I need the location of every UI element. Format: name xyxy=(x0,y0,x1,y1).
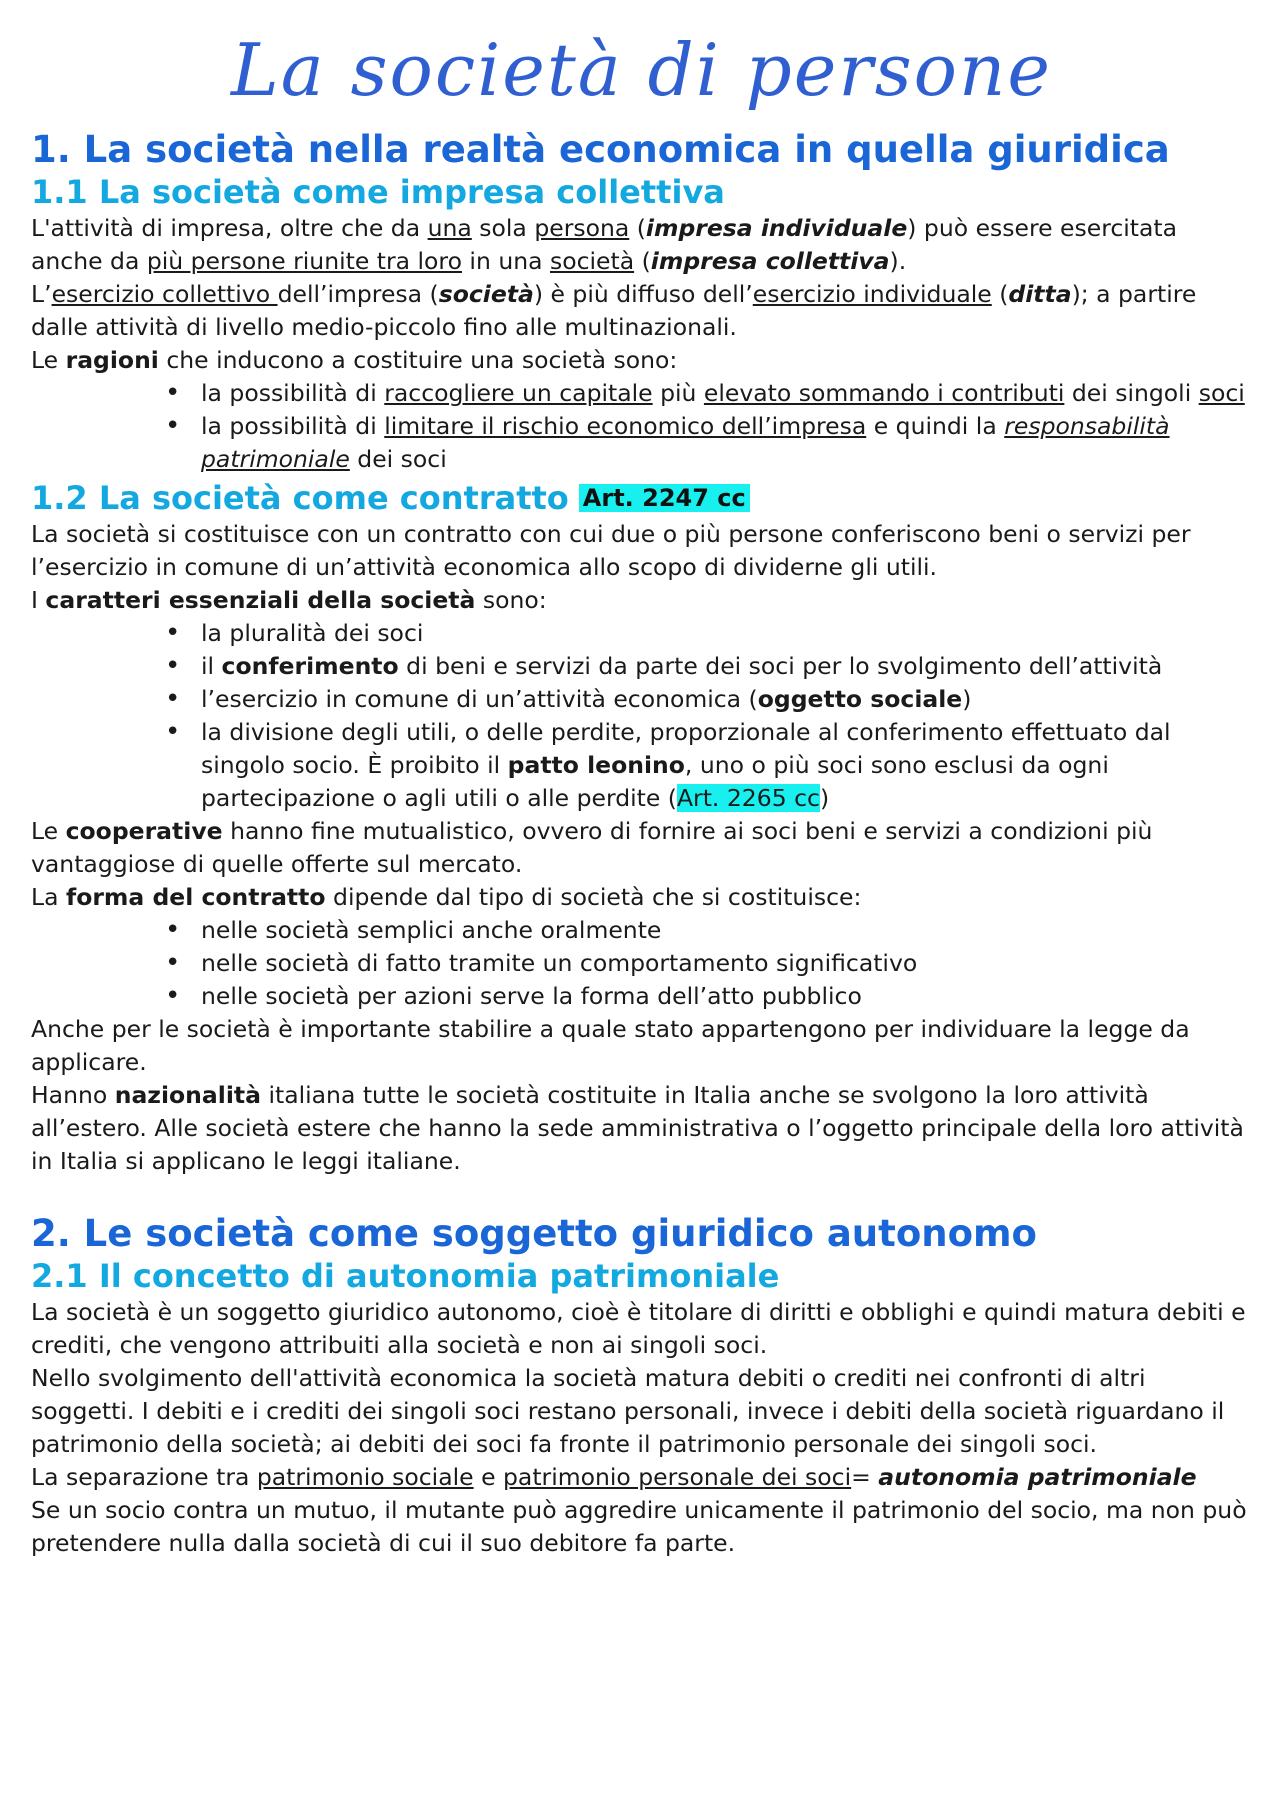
s21-paragraph-1: La società è un soggetto giuridico autonomo, cioè è titolare di diritti e obblighi e quindi matura debiti e crediti, che vengono attribuiti alla società e non ai singoli soci. xyxy=(31,1298,1246,1359)
list-item: • il conferimento di beni e servizi da parte dei soci per lo svolgimento dell’attività xyxy=(201,650,1252,683)
list-item: • la possibilità di raccogliere un capitale più elevato sommando i contributi dei singoli soci xyxy=(201,377,1252,410)
list-item: • l’esercizio in comune di un’attività economica (oggetto sociale) xyxy=(201,683,1252,716)
article-badge: Art. 2247 cc xyxy=(579,484,750,512)
s12-paragraph-6: Hanno nazionalità italiana tutte le società costituite in Italia anche se svolgono la loro attività all’estero. Alle società estere che hanno la sede amministrativa o l’oggetto principale della loro attività in Italia si applicano le leggi italiane. xyxy=(31,1081,1244,1175)
ragioni-list xyxy=(31,377,1252,476)
s12-paragraph-4: La forma del contratto dipende dal tipo di società che si costituisce: xyxy=(31,883,862,911)
section-1-heading: 1. La società nella realtà economica in quella giuridica xyxy=(31,128,1170,171)
s11-paragraph-3: Le ragioni che inducono a costituire una società sono: xyxy=(31,346,678,374)
list-item: • la pluralità dei soci xyxy=(201,617,1252,650)
spacer xyxy=(31,1178,1252,1212)
section-1-2-heading: 1.2 La società come contratto Art. 2247 cc xyxy=(31,478,1252,518)
forma-list xyxy=(31,914,1252,1013)
section-2-1-heading: 2.1 Il concetto di autonomia patrimoniale xyxy=(31,1257,780,1295)
s12-paragraph-3: Le cooperative hanno fine mutualistico, ovvero di fornire ai soci beni e servizi a condizioni più vantaggiose di quelle offerte sul mercato. xyxy=(31,817,1153,878)
section-2-heading: 2. Le società come soggetto giuridico autonomo xyxy=(31,1212,1037,1255)
list-item: • nelle società semplici anche oralmente xyxy=(201,914,1252,947)
s12-paragraph-1: La società si costituisce con un contratto con cui due o più persone conferiscono beni o servizi per l’esercizio in comune di un’attività economica allo scopo di dividerne gli utili. xyxy=(31,520,1191,581)
list-item: • la divisione degli utili, o delle perdite, proporzionale al conferimento effettuato dal singolo socio. È proibito il patto leonino, uno o più soci sono esclusi da ogni partecipazione o agli utili o alle perdite (Art. 2265 cc) xyxy=(201,716,1252,815)
s11-paragraph-2: L’esercizio collettivo dell’impresa (società) è più diffuso dell’esercizio individuale (ditta); a partire dalle attività di livello medio-piccolo fino alle multinazionali. xyxy=(31,280,1197,341)
s12-paragraph-5: Anche per le società è importante stabilire a quale stato appartengono per individuare la legge da applicare. xyxy=(31,1015,1190,1076)
s21-paragraph-3: La separazione tra patrimonio sociale e patrimonio personale dei soci= autonomia patrimoniale xyxy=(31,1463,1197,1491)
s11-paragraph-1: L'attività di impresa, oltre che da una sola persona (impresa individuale) può essere esercitata anche da più persone riunite tra loro in una società (impresa collettiva). xyxy=(31,214,1178,275)
s21-paragraph-2: Nello svolgimento dell'attività economica la società matura debiti o crediti nei confronti di altri soggetti. I debiti e i crediti dei singoli soci restano personali, invece i debiti della società riguardano il patrimonio della società; ai debiti dei soci fa fronte il patrimonio personale dei singoli soci. xyxy=(31,1364,1225,1458)
caratteri-list xyxy=(31,617,1252,815)
list-item: • nelle società di fatto tramite un comportamento significativo xyxy=(201,947,1252,980)
article-highlight: Art. 2265 cc xyxy=(676,784,820,812)
list-item: • la possibilità di limitare il rischio economico dell’impresa e quindi la responsabilità patrimoniale dei soci xyxy=(201,410,1252,476)
s12-paragraph-2: I caratteri essenziali della società sono: xyxy=(31,586,547,614)
page-title: La società di persone xyxy=(230,28,1053,112)
list-item: • nelle società per azioni serve la forma dell’atto pubblico xyxy=(201,980,1252,1013)
s21-paragraph-4: Se un socio contra un mutuo, il mutante può aggredire unicamente il patrimonio del socio, ma non può pretendere nulla dalla società di cui il suo debitore fa parte. xyxy=(31,1496,1247,1557)
section-1-1-heading: 1.1 La società come impresa collettiva xyxy=(31,173,725,211)
